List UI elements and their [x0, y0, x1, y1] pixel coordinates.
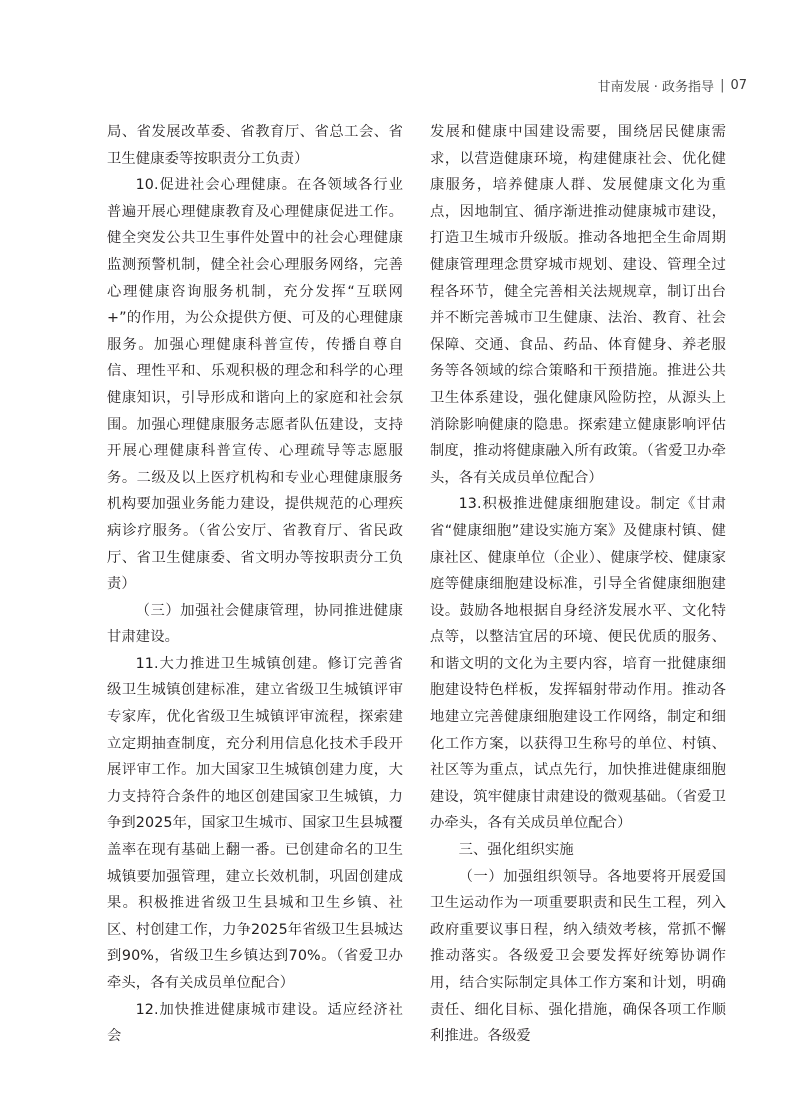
header-title: 甘南发展 · 政务指导 — [597, 80, 715, 95]
header-separator: | — [720, 78, 725, 93]
paragraph: 局、省发展改革委、省教育厅、省总工会、省卫生健康委等按职责分工负责） — [107, 124, 403, 167]
page-header — [598, 76, 747, 95]
paragraph: 13.积极推进健康细胞建设。制定《甘肃省“健康细胞”建设实施方案》及健康村镇、健康社区、健康单位（企业）、健康学校、健康家庭等健康细胞建设标准，引导全省健康细胞建设。鼓励各地根据自身经济发展水平、文化特点等，以整洁宜居的环境、便民优质的服务、和谐文明的文化为主要内容，培育一批健康细胞建设特色样板，发挥辐射带动作用。推动各地建立完善健康细胞建设工作网络，制定和细化工作方案，以获得卫生称号的单位、村镇、社区等为重点，试点先行，加快推进健康细胞建设，筑牢健康甘肃建设的微观基础。（省爱卫办牵头，各有关成员单位配合） — [430, 496, 726, 832]
left-column — [107, 119, 403, 1050]
paragraph: 发展和健康中国建设需要，围绕居民健康需求，以营造健康环境，构建健康社会、优化健康服务，培养健康人群、发展健康文化为重点，因地制宜、循序渐进推动健康城市建设，打造卫生城市升级版。推动各地把全生命周期健康管理理念贯穿城市规划、建设、管理全过程各环节，健全完善相关法规规章，制订出台并不断完善城市卫生健康、法治、教育、社会保障、交通、食品、药品、体育健身、养老服务等各领域的综合策略和干预措施。推进公共卫生体系建设，强化健康风险防控，从源头上消除影响健康的隐患。探索建立健康影响评估制度，推动将健康融入所有政策。（省爱卫办牵头，各有关成员单位配合） — [430, 124, 726, 486]
section-heading: （三）加强社会健康管理，协同推进健康甘肃建设。 — [107, 602, 403, 646]
page-number: 07 — [730, 78, 747, 93]
section-heading: 三、强化组织实施 — [458, 842, 574, 859]
paragraph: 10.促进社会心理健康。在各领域各行业普遍开展心理健康教育及心理健康促进工作。健全突发公共卫生事件处置中的社会心理健康监测预警机制，健全社会心理服务网络，完善心理健康咨询服务机制，充分发挥“互联网+”的作用，为公众提供方便、可及的心理健康服务。加强心理健康科普宣传，传播自尊自信、理性平和、乐观积极的理念和科学的心理健康知识，引导形成和谐向上的家庭和社会氛围。加强心理健康服务志愿者队伍建设，支持开展心理健康科普宣传、心理疏导等志愿服务。二级及以上医疗机构和专业心理健康服务机构要加强业务能力建设，提供规范的心理疾病诊疗服务。（省公安厅、省教育厅、省民政厅、省卫生健康委、省文明办等按职责分工负责） — [107, 177, 403, 593]
right-column — [430, 119, 726, 1050]
paragraph: （一）加强组织领导。各地要将开展爱国卫生运动作为一项重要职责和民生工程，列入政府重要议事日程，纳入绩效考核，常抓不懈推动落实。各级爱卫会要发挥好统筹协调作用，结合实际制定具体工作方案和计划，明确责任、细化目标、强化措施，确保各项工作顺利推进。各级爱 — [430, 868, 726, 1045]
paragraph: 11.大力推进卫生城镇创建。修订完善省级卫生城镇创建标准，建立省级卫生城镇评审专家库，优化省级卫生城镇评审流程，探索建立定期抽查制度，充分利用信息化技术手段开展评审工作。加大国家卫生城镇创建力度，大力支持符合条件的地区创建国家卫生城镇，力争到2025年，国家卫生城市、国家卫生县城覆盖率在现有基础上翻一番。已创建命名的卫生城镇要加强管理，建立长效机制，巩固创建成果。积极推进省级卫生县城和卫生乡镇、社区、村创建工作，力争2025年省级卫生县城达到90%，省级卫生乡镇达到70%。（省爱卫办牵头，各有关成员单位配合） — [107, 655, 403, 991]
paragraph: 12.加快推进健康城市建设。适应经济社会 — [107, 1001, 403, 1045]
